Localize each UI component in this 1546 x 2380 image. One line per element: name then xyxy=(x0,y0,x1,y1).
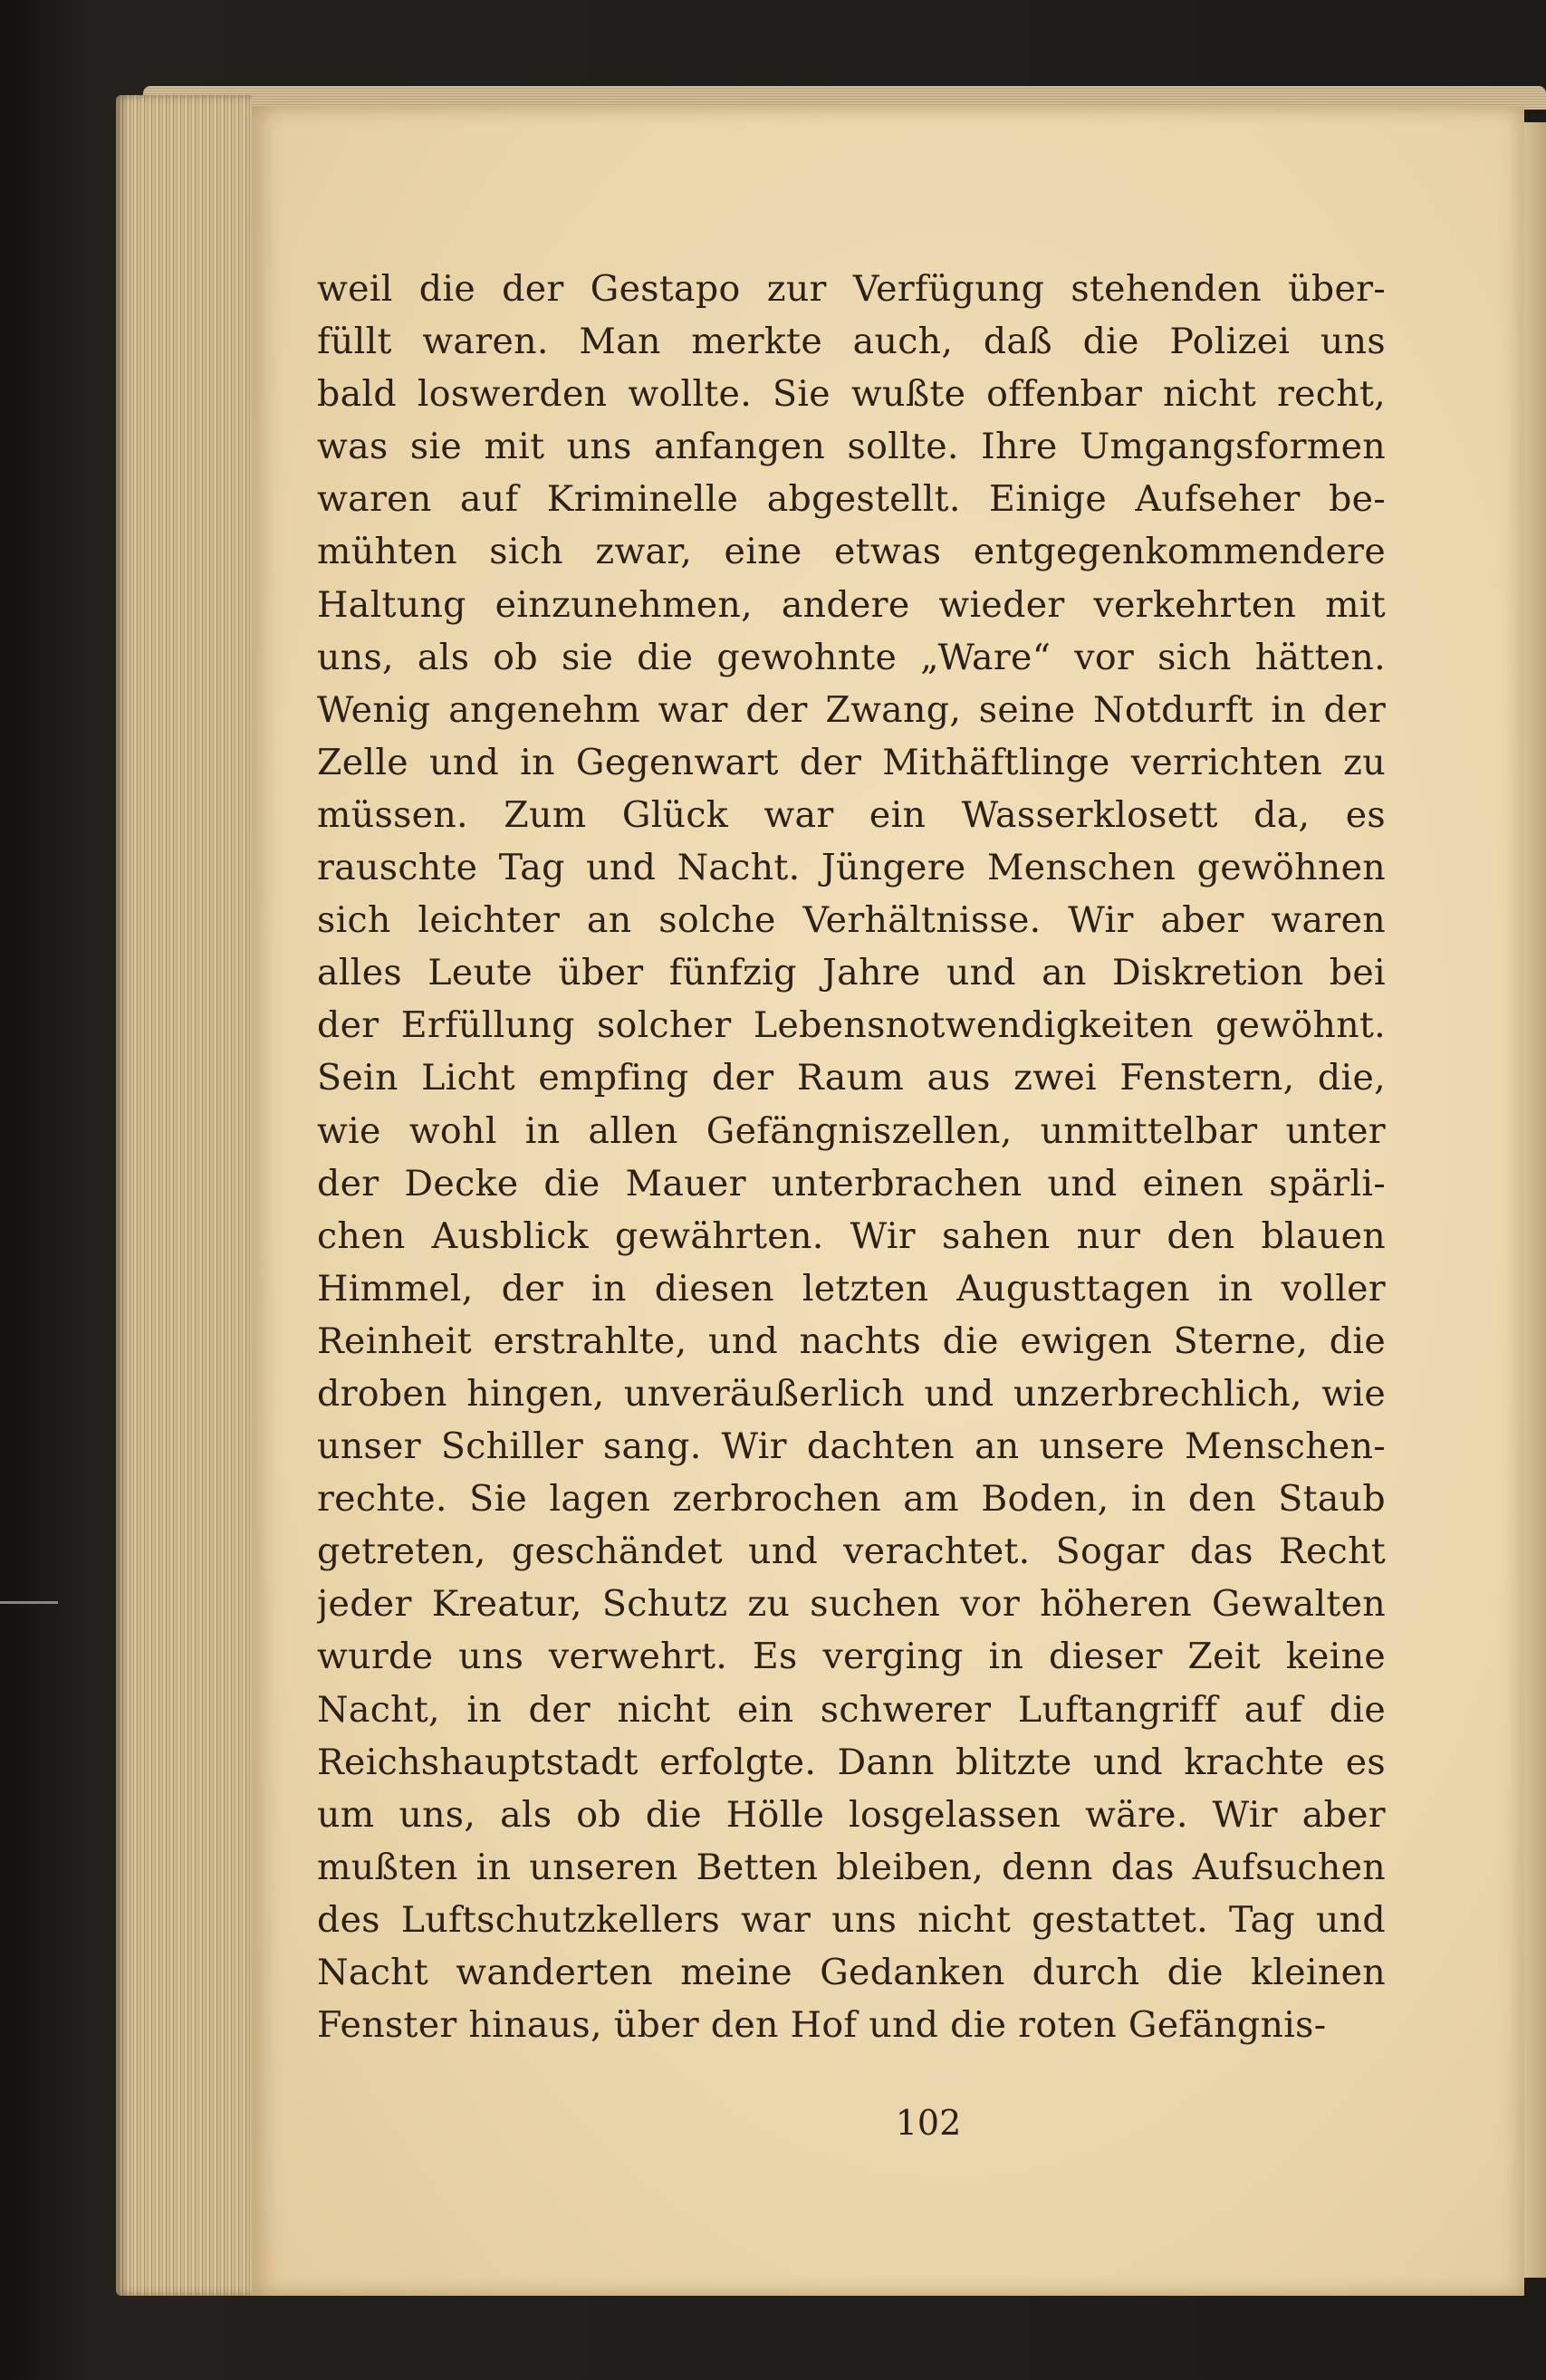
text-line: unser Schiller sang. Wir dachten an unsere Menschen- xyxy=(317,1425,1386,1468)
text-line: jeder Kreatur, Schutz zu suchen vor höheren Gewalten xyxy=(317,1583,1386,1626)
text-line: Fenster hinaus, über den Hof und die roten Gefängnis- xyxy=(317,2004,1327,2047)
text-line: alles Leute über fünfzig Jahre und an Diskretion bei xyxy=(317,952,1386,994)
text-line: rechte. Sie lagen zerbrochen am Boden, in den Staub xyxy=(317,1478,1386,1521)
page-stack-edges xyxy=(116,95,252,2296)
text-line: des Luftschutzkellers war uns nicht gestattet. Tag und xyxy=(317,1898,1386,1941)
text-line: sich leichter an solche Verhältnisse. Wir aber waren xyxy=(317,899,1386,942)
text-line: Zelle und in Gegenwart der Mithäftlinge verrichten zu xyxy=(317,741,1386,783)
text-line: Reinheit erstrahlte, und nachts die ewigen Sterne, die xyxy=(317,1320,1386,1362)
text-line: Wenig angenehm war der Zwang, seine Notdurft in der xyxy=(317,688,1386,731)
scanner-edge-mark xyxy=(0,1601,58,1604)
text-line: um uns, als ob die Hölle losgelassen wäre. Wir aber xyxy=(317,1793,1386,1836)
text-line: getreten, geschändet und verachtet. Sogar das Recht xyxy=(317,1531,1386,1573)
text-line: Reichshauptstadt erfolgte. Dann blitzte und krachte es xyxy=(317,1741,1386,1783)
text-line: chen Ausblick gewährten. Wir sahen nur den blauen xyxy=(317,1214,1386,1257)
text-line: wie wohl in allen Gefängniszellen, unmittelbar unter xyxy=(317,1109,1386,1152)
text-line: müssen. Zum Glück war ein Wasserklosett da, es xyxy=(317,793,1386,836)
text-line: der Erfüllung solcher Lebensnotwendigkeiten gewöhnt. xyxy=(317,1004,1386,1047)
text-line: Nacht wanderten meine Gedanken durch die kleinen xyxy=(317,1952,1386,1993)
text-line: waren auf Kriminelle abgestellt. Einige Aufseher be- xyxy=(317,478,1386,521)
page-number: 102 xyxy=(895,2103,962,2143)
text-line: bald loswerden wollte. Sie wußte offenbar nicht recht, xyxy=(317,373,1386,416)
text-line: wurde uns verwehrt. Es verging in dieser Zeit keine xyxy=(317,1636,1386,1678)
text-line: mühten sich zwar, eine etwas entgegenkommendere xyxy=(317,531,1386,573)
text-line: Haltung einzunehmen, andere wieder verkehrten mit xyxy=(317,583,1386,626)
text-line: Nacht, in der nicht ein schwerer Luftangriff auf die xyxy=(317,1688,1386,1731)
text-line: der Decke die Mauer unterbrachen und einen spärli- xyxy=(317,1162,1386,1204)
body-text xyxy=(317,263,1386,2101)
text-line: rauschte Tag und Nacht. Jüngere Menschen gewöhnen xyxy=(317,847,1386,889)
text-line: weil die der Gestapo zur Verfügung stehenden über- xyxy=(317,268,1386,310)
next-page-edge xyxy=(1521,122,1546,2278)
text-line: was sie mit uns anfangen sollte. Ihre Umgangsformen xyxy=(317,426,1386,468)
text-line: Sein Licht empfing der Raum aus zwei Fenstern, die, xyxy=(317,1057,1386,1099)
text-line: füllt waren. Man merkte auch, daß die Polizei uns xyxy=(317,321,1386,363)
text-line: Himmel, der in diesen letzten Augusttagen in voller xyxy=(317,1267,1386,1310)
text-line: mußten in unseren Betten bleiben, denn das Aufsuchen xyxy=(317,1846,1386,1888)
text-line: droben hingen, unveräußerlich und unzerbrechlich, wie xyxy=(317,1372,1386,1415)
text-line: uns, als ob sie die gewohnte „Ware“ vor sich hätten. xyxy=(317,636,1386,678)
